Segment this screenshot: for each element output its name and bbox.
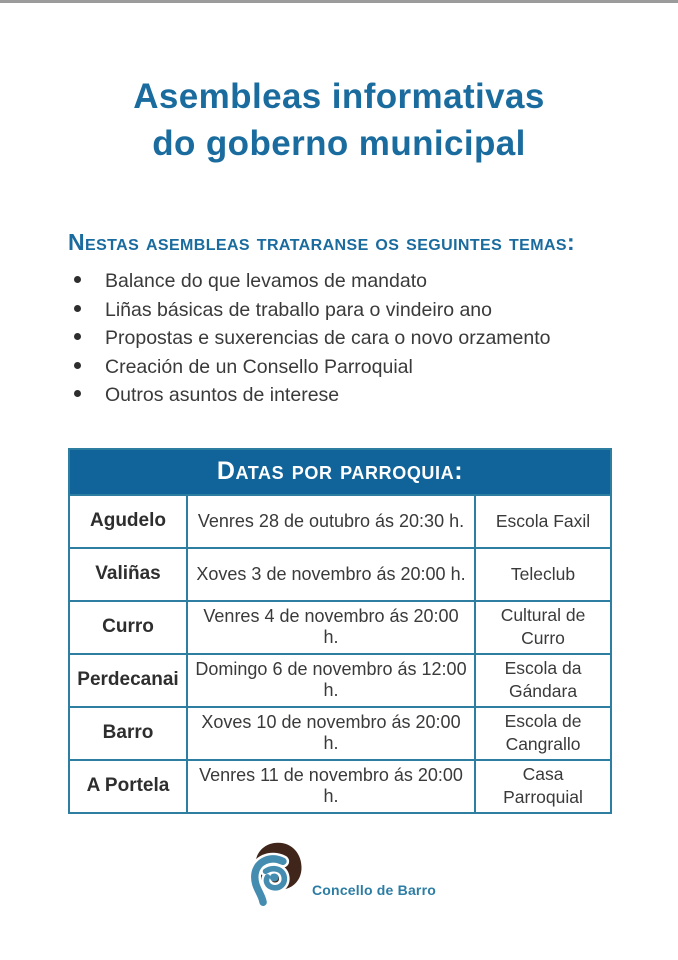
topic-item	[68, 267, 622, 296]
bullet-icon	[74, 333, 81, 340]
table-header: Datas por parroquia:	[69, 449, 611, 495]
bullet-icon	[74, 305, 81, 312]
topics-heading: Nestas asembleas trataranse os seguintes temas:	[68, 229, 576, 255]
venue-cell: Escola Faxil	[475, 495, 611, 548]
topic-item	[68, 353, 622, 382]
bullet-icon	[74, 276, 81, 283]
parish-cell: A Portela	[69, 760, 187, 813]
page-title	[0, 73, 678, 167]
footer-logo	[0, 840, 678, 910]
parish-cell: Curro	[69, 601, 187, 654]
topic-item	[68, 296, 622, 325]
schedule-table	[68, 448, 612, 814]
topic-item-label: Balance do que levamos de mandato	[105, 270, 427, 292]
topic-item-label: Creación de un Consello Parroquial	[105, 355, 413, 378]
concello-de-barro-logo-icon	[242, 840, 304, 910]
parish-cell: Valiñas	[69, 548, 187, 601]
table-row	[69, 548, 611, 601]
logo-text: Concello de Barro	[312, 881, 436, 898]
topic-item	[68, 381, 622, 410]
top-border-line	[0, 0, 678, 3]
venue-cell: Casa Parroquial	[475, 760, 611, 813]
bullet-icon	[74, 390, 81, 397]
table-row	[69, 654, 611, 707]
parish-cell: Agudelo	[69, 495, 187, 548]
table-row	[69, 601, 611, 654]
datetime-cell: Venres 11 de novembro ás 20:00 h.	[187, 760, 475, 813]
topic-item-label: Propostas e suxerencias de cara o novo orzamento	[105, 327, 551, 349]
page-title-line2: do goberno municipal	[152, 124, 526, 163]
page-title-line1: Asembleas informativas	[133, 77, 545, 116]
table-header-row	[69, 449, 611, 495]
datetime-cell: Domingo 6 de novembro ás 12:00 h.	[187, 654, 475, 707]
table-row	[69, 760, 611, 813]
bullet-icon	[74, 362, 81, 369]
topics-list	[68, 267, 622, 410]
venue-cell: Escola da Gándara	[475, 654, 611, 707]
topics-section	[68, 229, 622, 410]
parish-cell: Perdecanai	[69, 654, 187, 707]
parish-cell: Barro	[69, 707, 187, 760]
datetime-cell: Xoves 10 de novembro ás 20:00 h.	[187, 707, 475, 760]
datetime-cell: Venres 4 de novembro ás 20:00 h.	[187, 601, 475, 654]
venue-cell: Teleclub	[475, 548, 611, 601]
venue-cell: Escola de Cangrallo	[475, 707, 611, 760]
topic-item	[68, 324, 622, 353]
topic-item-label: Outros asuntos de interese	[105, 384, 340, 406]
datetime-cell: Venres 28 de outubro ás 20:30 h.	[187, 495, 475, 548]
datetime-cell: Xoves 3 de novembro ás 20:00 h.	[187, 548, 475, 601]
venue-cell: Cultural de Curro	[475, 601, 611, 654]
topic-item-label: Liñas básicas de traballo para o vindeiro ano	[105, 298, 493, 321]
table-row	[69, 495, 611, 548]
table-row	[69, 707, 611, 760]
